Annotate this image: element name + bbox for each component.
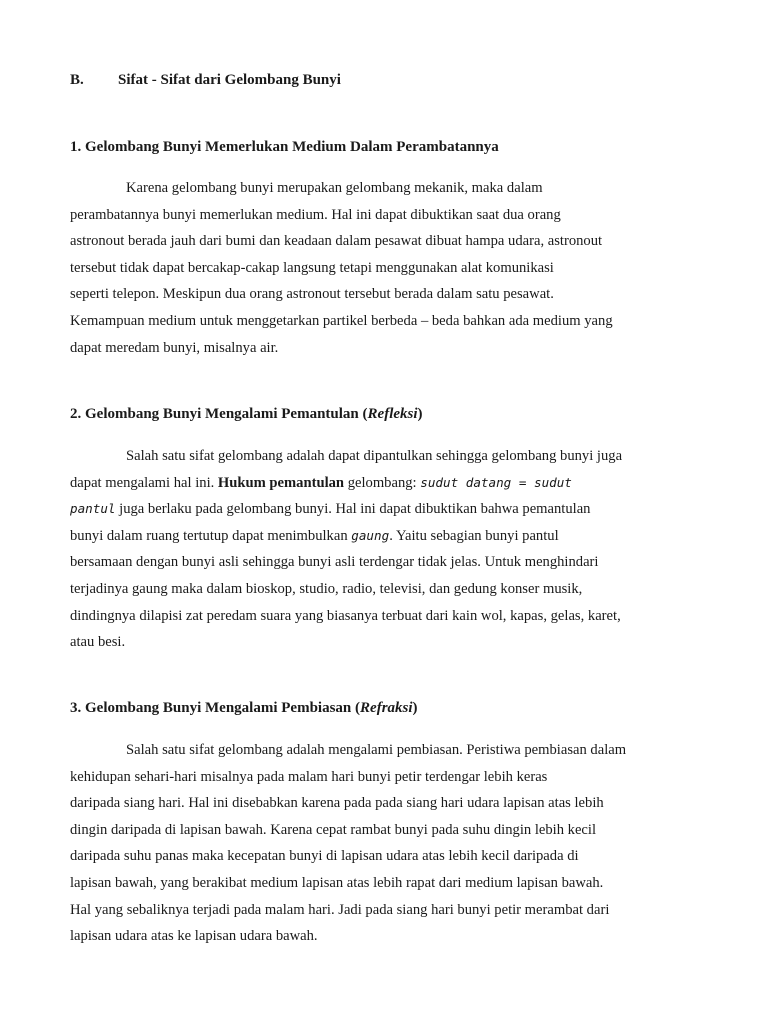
paragraph-line: bersamaan dengan bunyi asli sehingga bunyi asli terdengar tidak jelas. Untuk menghindari xyxy=(70,554,599,571)
paragraph-line: Hal yang sebaliknya terjadi pada malam hari. Jadi pada siang hari bunyi petir merambat dari xyxy=(70,901,610,918)
paragraph-line: Karena gelombang bunyi merupakan gelombang mekanik, maka dalam xyxy=(126,180,543,196)
text-run: gelombang: xyxy=(344,474,421,491)
heading-term: Refleksi xyxy=(367,406,418,422)
heading-term: Refraksi xyxy=(360,700,413,716)
paragraph-line: terjadinya gaung maka dalam bioskop, studio, radio, televisi, dan gedung konser musik, xyxy=(70,580,583,597)
heading-refraction xyxy=(70,700,418,717)
paragraph-refraction xyxy=(70,737,710,950)
formula-text: pantul xyxy=(70,501,116,517)
heading-text: ) xyxy=(417,406,423,422)
heading-text: 3. Gelombang Bunyi Mengalami Pembiasan ( xyxy=(70,700,361,716)
paragraph-line: lapisan udara atas ke lapisan udara bawah. xyxy=(70,928,318,945)
text-run: bunyi dalam ruang tertutup dapat menimbulkan xyxy=(70,527,352,544)
formula-text: gaung xyxy=(351,527,390,543)
paragraph-line: dapat meredam bunyi, misalnya air. xyxy=(70,339,279,356)
heading-reflection xyxy=(70,406,423,423)
paragraph-line: tersebut tidak dapat bercakap-cakap langsung tetapi menggunakan alat komunikasi xyxy=(70,259,554,276)
paragraph-line: atau besi. xyxy=(70,634,126,651)
heading-text: ) xyxy=(412,700,418,716)
paragraph-line: kehidupan sehari-hari misalnya pada malam hari bunyi petir terdengar lebih keras xyxy=(70,768,548,785)
paragraph-line: Salah satu sifat gelombang adalah mengalami pembiasan. Peristiwa pembiasan dalam xyxy=(126,742,627,758)
section-letter: B. xyxy=(70,72,84,88)
paragraph-line: daripada suhu panas maka kecepatan bunyi di lapisan udara atas lebih kecil daripada di xyxy=(70,848,579,865)
section-title: Sifat - Sifat dari Gelombang Bunyi xyxy=(118,72,341,88)
paragraph-medium xyxy=(70,175,710,361)
paragraph-line: lapisan bawah, yang berakibat medium lapisan atas lebih rapat dari medium lapisan bawah. xyxy=(70,874,604,891)
paragraph-line xyxy=(70,523,710,550)
paragraph-line: perambatannya bunyi memerlukan medium. Hal ini dapat dibuktikan saat dua orang xyxy=(70,206,561,223)
paragraph-line: astronout berada jauh dari bumi dan keadaan dalam pesawat dibuat hampa udara, astronout xyxy=(70,233,603,250)
paragraph-line: seperti telepon. Meskipun dua orang astronout tersebut berada dalam satu pesawat. xyxy=(70,286,554,303)
paragraph-line: dingin daripada di lapisan bawah. Karena cepat rambat bunyi pada suhu dingin lebih kecil xyxy=(70,821,597,838)
bold-term: Hukum pemantulan xyxy=(217,474,345,491)
text-run: . Yaitu sebagian bunyi pantul xyxy=(389,527,559,544)
paragraph-line xyxy=(70,470,710,497)
paragraph-line: Salah satu sifat gelombang adalah dapat dipantulkan sehingga gelombang bunyi juga xyxy=(126,448,623,464)
paragraph-line: daripada siang hari. Hal ini disebabkan karena pada pada siang hari udara lapisan atas lebih xyxy=(70,795,604,812)
paragraph-line: dindingnya dilapisi zat peredam suara yang biasanya terbuat dari kain wol, kapas, gelas, karet, xyxy=(70,607,621,624)
paragraph-line: Kemampuan medium untuk menggetarkan partikel berbeda – beda bahkan ada medium yang xyxy=(70,312,613,329)
text-run: dapat mengalami hal ini. xyxy=(70,474,218,491)
paragraph-line xyxy=(70,496,710,523)
paragraph-reflection xyxy=(70,443,710,656)
text-run: juga berlaku pada gelombang bunyi. Hal ini dapat dibuktikan bahwa pemantulan xyxy=(115,501,591,518)
heading-text: 2. Gelombang Bunyi Mengalami Pemantulan ( xyxy=(70,406,368,422)
formula-text: sudut datang = sudut xyxy=(420,474,572,490)
section-heading xyxy=(70,72,341,89)
heading-medium: 1. Gelombang Bunyi Memerlukan Medium Dalam Perambatannya xyxy=(70,139,499,155)
